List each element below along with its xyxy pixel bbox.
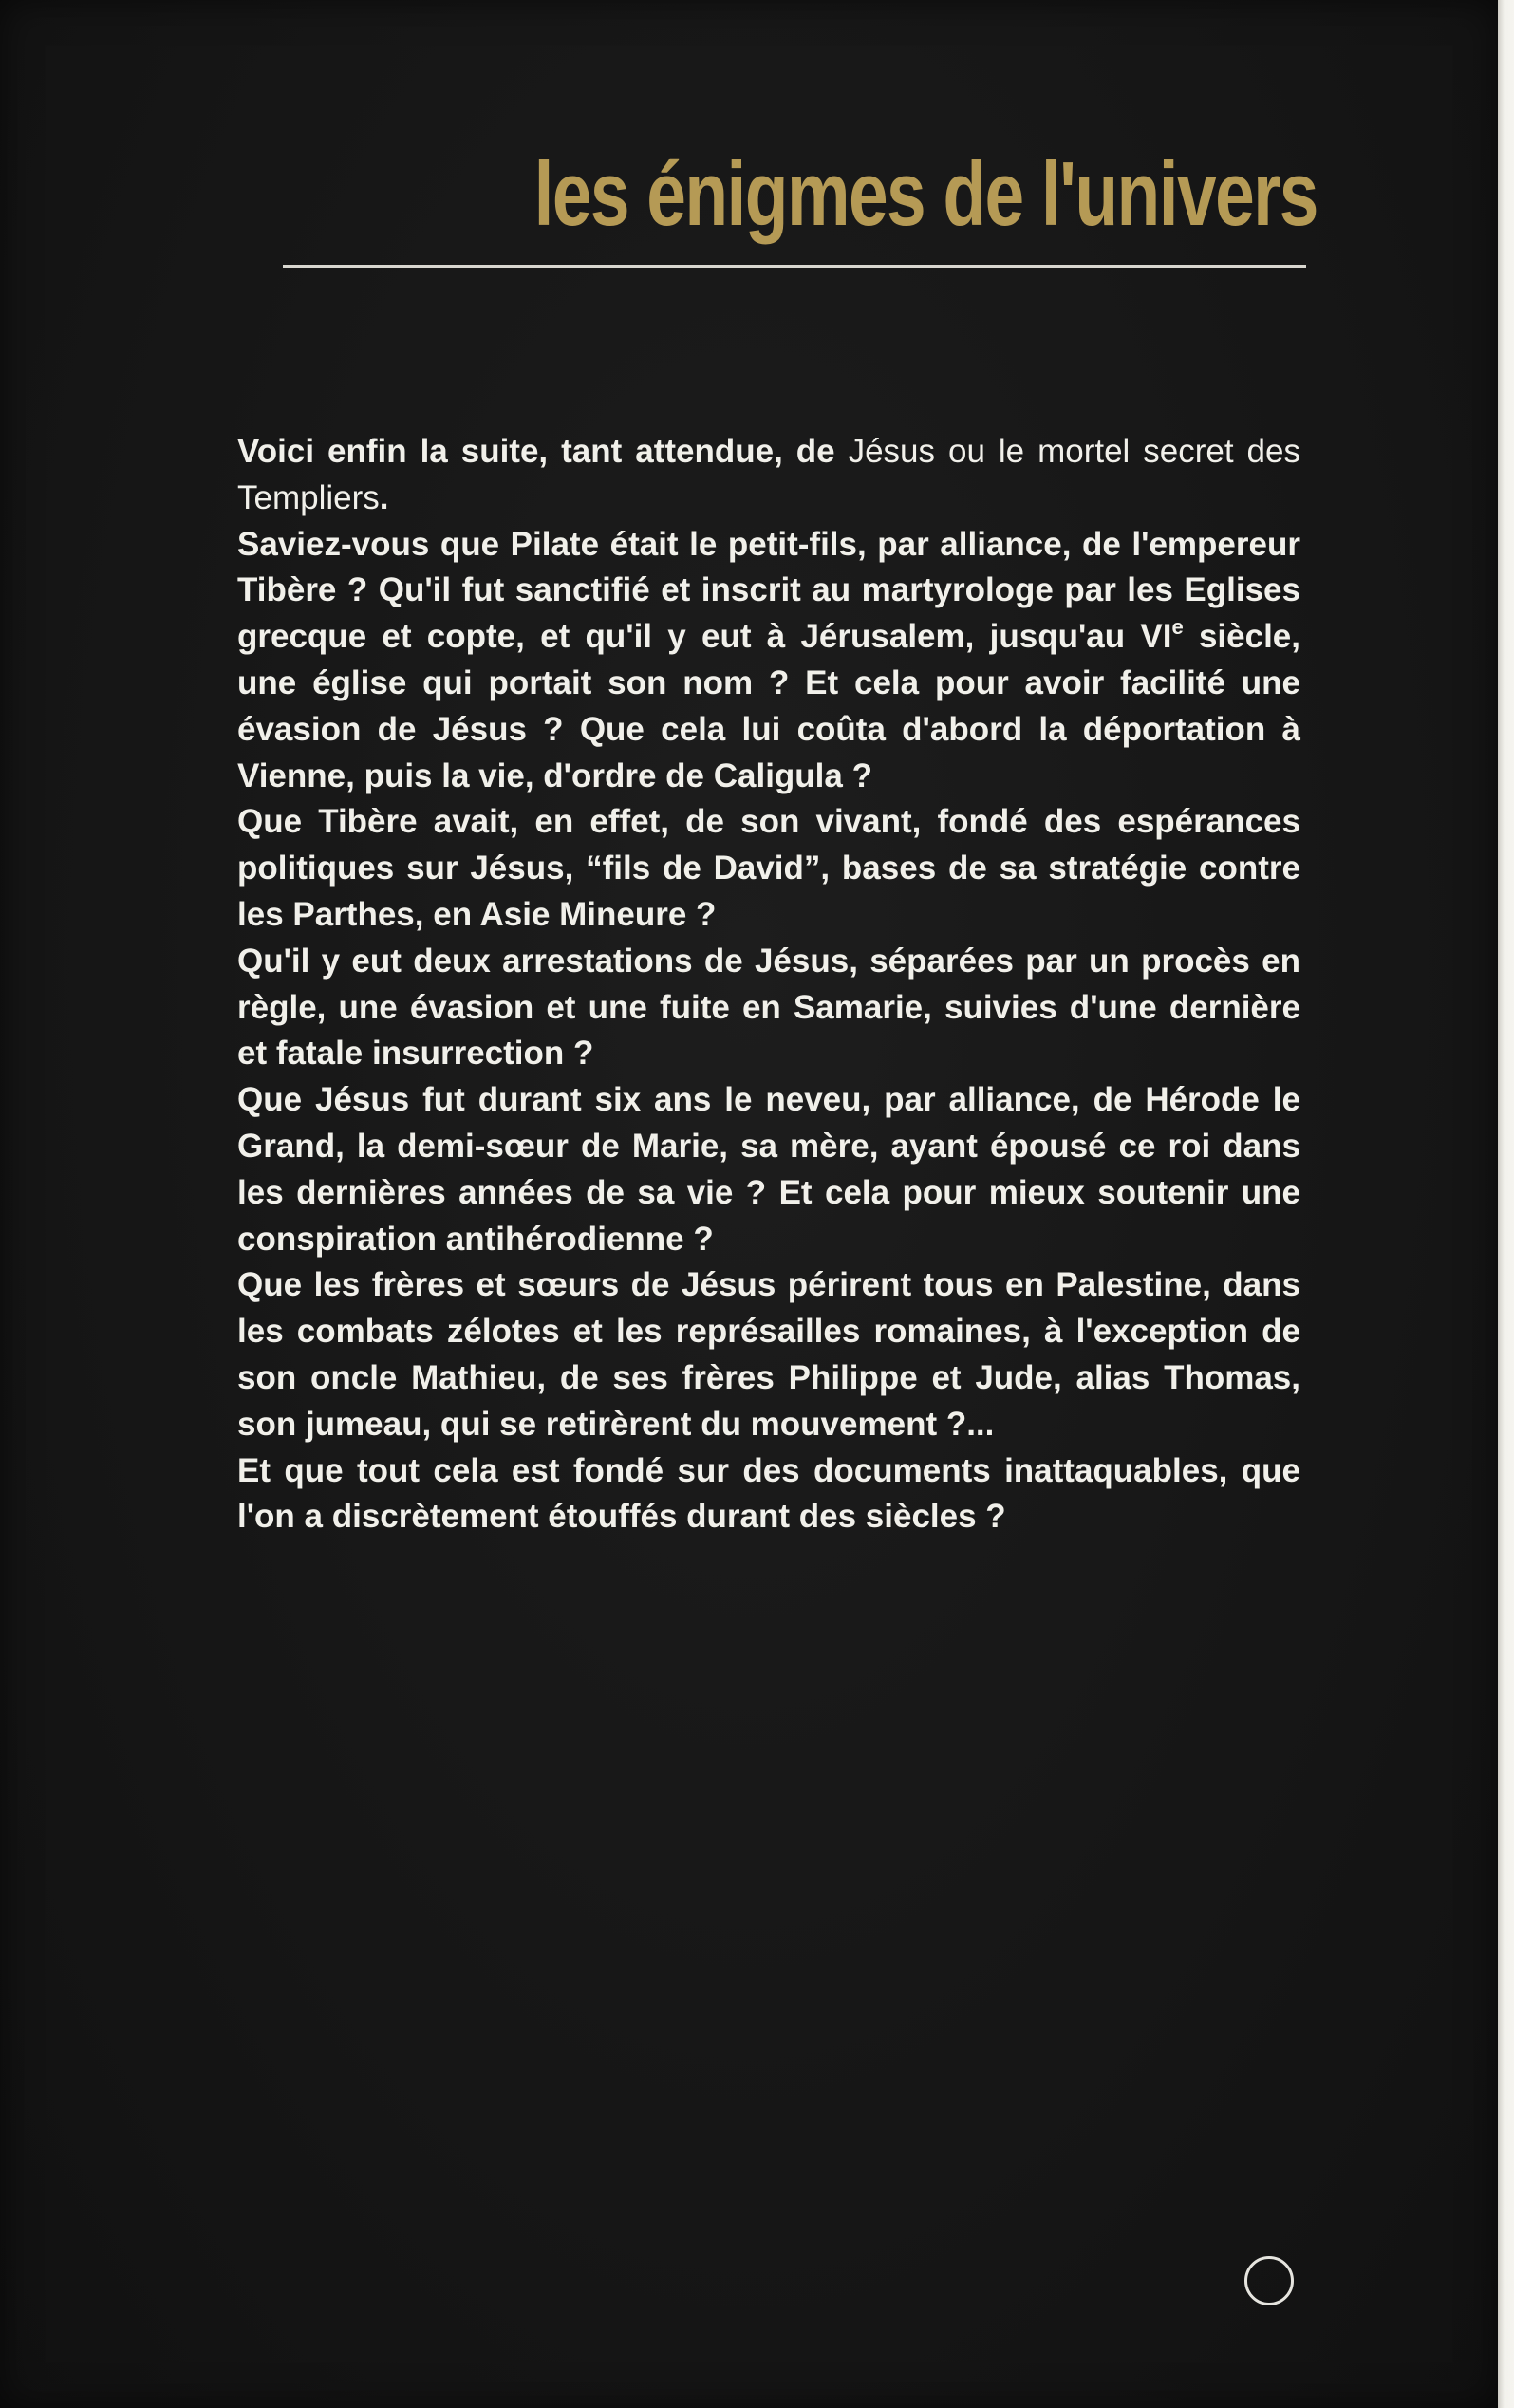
intro-text: Voici enfin la suite, tant attendue, de [237,433,849,470]
blurb-paragraph-pilate [237,522,1300,800]
pilate-text-start: Saviez-vous que Pilate était le petit-fils, par alliance, de l'empereur Tibère ? Qu'il fut sanctifié et inscrit au martyrologe par les Eglises grecque et copte, et qu'il y eut à Jérusalem, jusqu'au VI [237,525,1300,656]
blurb-paragraph-herode: Que Jésus fut durant six ans le neveu, par alliance, de Hérode le Grand, la demi-sœur de Marie, sa mère, ayant épousé ce roi dans les dernières années de sa vie ? Et cela pour mieux soutenir une conspiration antihérodienne ? [237,1081,1300,1258]
blurb-paragraph-arrestations: Qu'il y eut deux arrestations de Jésus, séparées par un procès en règle, une évasion et une fuite en Samarie, suivies d'une dernière et fatale insurrection ? [237,942,1300,1073]
century-suffix: e [1171,615,1184,640]
blurb-paragraph-documents: Et que tout cela est fondé sur des documents inattaquables, que l'on a discrètement étouffés durant des siècles ? [237,1451,1300,1536]
book-title-reference: Jésus ou le mortel secret des Templiers [237,433,1300,516]
cover-blurb [237,429,1300,1540]
pilate-text-end: siècle, une église qui portait son nom ? Et cela pour avoir facilité une évasion de Jésus ? Que cela lui coûta d'abord la déportation à Vienne, puis la vie, d'ordre de Caligula ? [237,618,1300,794]
circle-mark-icon [1244,2256,1294,2305]
page-edge [1498,0,1514,2408]
title-divider [283,265,1306,268]
series-title: les énigmes de l'univers [533,143,1318,245]
blurb-paragraph-tibere: Que Tibère avait, en effet, de son vivant, fondé des espérances politiques sur Jésus, “fils de David”, bases de sa stratégie contre les Parthes, en Asie Mineure ? [237,803,1300,933]
intro-end: . [379,478,389,516]
blurb-paragraph-freres: Que les frères et sœurs de Jésus périrent tous en Palestine, dans les combats zélotes et les représailles romaines, à l'exception de son oncle Mathieu, de ses frères Philippe et Jude, alias Thomas, son jumeau, qui se retirèrent du mouvement ?... [237,1266,1300,1443]
blurb-paragraph-intro [237,429,1300,522]
